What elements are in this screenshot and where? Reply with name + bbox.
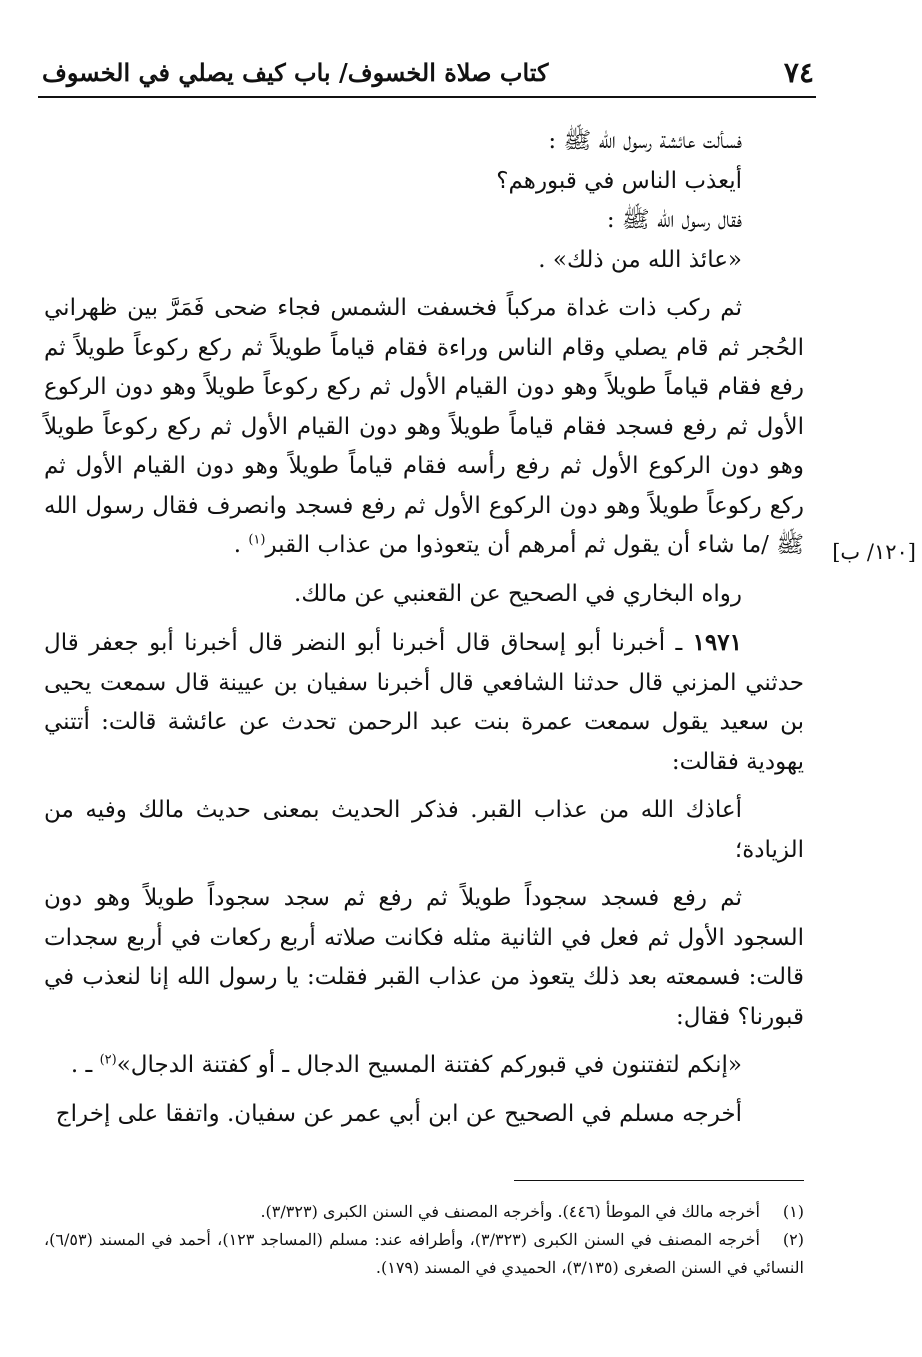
footnote	[44, 1198, 804, 1226]
main-text	[44, 122, 804, 1143]
quote-block	[44, 122, 804, 280]
paragraph-end: ـ .	[70, 1052, 100, 1078]
footnotes	[44, 1198, 804, 1282]
footnote-divider	[514, 1180, 804, 1181]
paragraph	[44, 289, 804, 566]
paragraph: رواه البخاري في الصحيح عن القعنبي عن مالك.	[294, 580, 742, 607]
text-line: «عائذ الله من ذلك» .	[538, 246, 742, 273]
paragraph	[44, 1046, 804, 1086]
paragraph: ثم رفع فسجد سجوداً طويلاً ثم رفع ثم سجد سجوداً طويلاً وهو دون السجود الأول ثم فعل في الثانية مثله فكانت صلاته أربع ركعات في أربع سجدات قالت: فسمعته بعد ذلك يتعوذ من عذاب القبر فقلت: يا رسول الله إنا لنعذب في قبورنا؟ فقال:	[44, 885, 804, 1030]
footnote-number: (٢)	[782, 1230, 805, 1249]
footnote-ref: (١)	[248, 532, 266, 548]
paragraph-text: ـ أخبرنا أبو إسحاق قال أخبرنا أبو النضر قال أخبرنا أبو جعفر قال حدثني المزني قال حدثنا الشافعي قال أخبرنا سفيان بن عيينة قال سمعت يحيى بن سعيد يقول سمعت عمرة بنت عبد الرحمن تحدث عن عائشة قالت: أتتني يهودية فقالت:	[44, 630, 804, 775]
footnote-ref: (٢)	[99, 1052, 117, 1068]
paragraph: أعاذك الله من عذاب القبر. فذكر الحديث بمعنى حديث مالك وفيه من الزيادة؛	[44, 797, 804, 863]
manuscript-folio-ref: [١٢٠/ ب]	[832, 540, 916, 564]
footnote	[44, 1226, 804, 1282]
text-line: أيعذب الناس في قبورهم؟	[496, 167, 742, 194]
paragraph-text: ثم ركب ذات غداة مركباً فخسفت الشمس فجاء ضحى فَمَرَّ بين ظهراني الحُجر ثم قام يصلي وقام الناس وراءة فقام قياماً طويلاً ثم ركع ركوعاً طويلاً ثم رفع فقام قياماً طويلاً وهو دون القيام الأول ثم ركع ركوعاً طويلاً وهو دون الركوع الأول ثم رفع فسجد فقام قياماً طويلاً وهو دون القيام الأول ثم ركع ركوعاً طويلاً وهو دون الركوع الأول ثم رفع رأسه فقام قياماً طويلاً وهو دون القيام الأول ثم ركع ركوعاً طويلاً وهو دون الركوع الأول ثم رفع فسجد وانصرف فقال رسول الله ﷺ /ما شاء أن يقول ثم أمرهم أن يتعوذوا من عذاب القبر	[44, 295, 804, 558]
hadith-number: ١٩٧١	[692, 629, 742, 656]
paragraph-end: .	[233, 532, 249, 558]
paragraph-text: «إنكم لتفتنون في قبوركم كفتنة المسيح الدجال ـ أو كفتنة الدجال»	[116, 1052, 742, 1078]
footnote-text: أخرجه المصنف في السنن الكبرى (٣/٣٢٣)، وأطرافه عند: مسلم (المساجد ١٢٣)، أحمد في المسند (٦/٥٣)، النسائي في السنن الصغرى (٣/١٣٥)، الحميدي في المسند (١٧٩).	[44, 1230, 804, 1277]
page-header	[38, 52, 816, 98]
page-number: ٧٤	[783, 56, 814, 89]
paragraph: أخرجه مسلم في الصحيح عن ابن أبي عمر عن سفيان. واتفقا على إخراج	[55, 1100, 742, 1127]
text-line: فسألت عائشة رسول الله ﷺ :	[548, 128, 742, 154]
footnote-text: أخرجه مالك في الموطأ (٤٤٦). وأخرجه المصنف في السنن الكبرى (٣/٣٢٣).	[260, 1202, 760, 1221]
running-title: كتاب صلاة الخسوف/ باب كيف يصلي في الخسوف	[42, 58, 549, 87]
paragraph	[44, 623, 804, 782]
text-line: فقال رسول الله ﷺ :	[606, 207, 742, 233]
footnote-number: (١)	[782, 1202, 804, 1221]
